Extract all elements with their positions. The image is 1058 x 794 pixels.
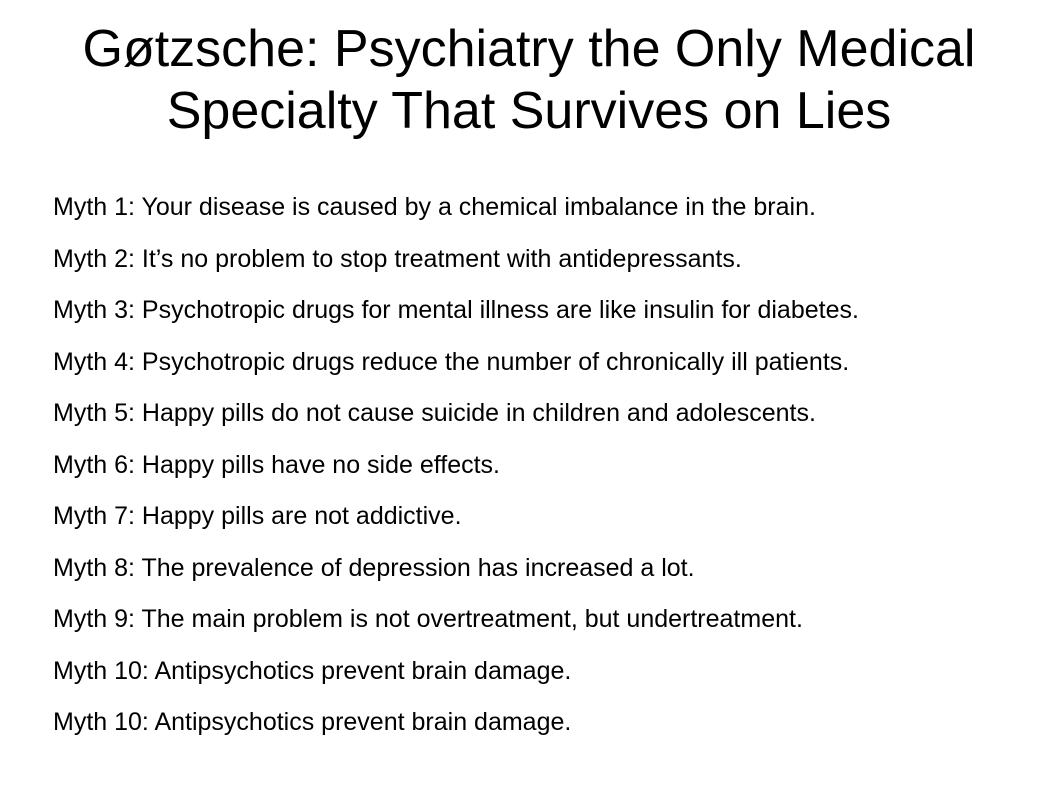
myth-item-8: Myth 8: The prevalence of depression has increased a lot. [53,553,695,582]
myth-item-3: Myth 3: Psychotropic drugs for mental illness are like insulin for diabetes. [53,296,859,324]
myth-item-5: Myth 5: Happy pills do not cause suicide in children and adolescents. [53,399,816,427]
myth-item-1: Myth 1: Your disease is caused by a chemical imbalance in the brain. [53,193,816,221]
myth-item-10: Myth 10: Antipsychotics prevent brain damage. [53,656,572,685]
myth-item-2: Myth 2: It’s no problem to stop treatment with antidepressants. [53,244,742,273]
myth-list [53,182,1043,749]
myth-item-10-repeat: Myth 10: Antipsychotics prevent brain damage. [53,708,572,736]
slide-title-line-2: Specialty That Survives on Lies [166,82,892,140]
slide-title-line-1: Gøtzsche: Psychiatry the Only Medical [82,20,976,78]
myth-item-6: Myth 6: Happy pills have no side effects. [53,450,500,479]
myth-item-7: Myth 7: Happy pills are not addictive. [53,502,462,530]
myth-item-9: Myth 9: The main problem is not overtreatment, but undertreatment. [53,605,803,633]
slide-title [0,18,1058,142]
myth-item-4: Myth 4: Psychotropic drugs reduce the number of chronically ill patients. [53,347,850,376]
